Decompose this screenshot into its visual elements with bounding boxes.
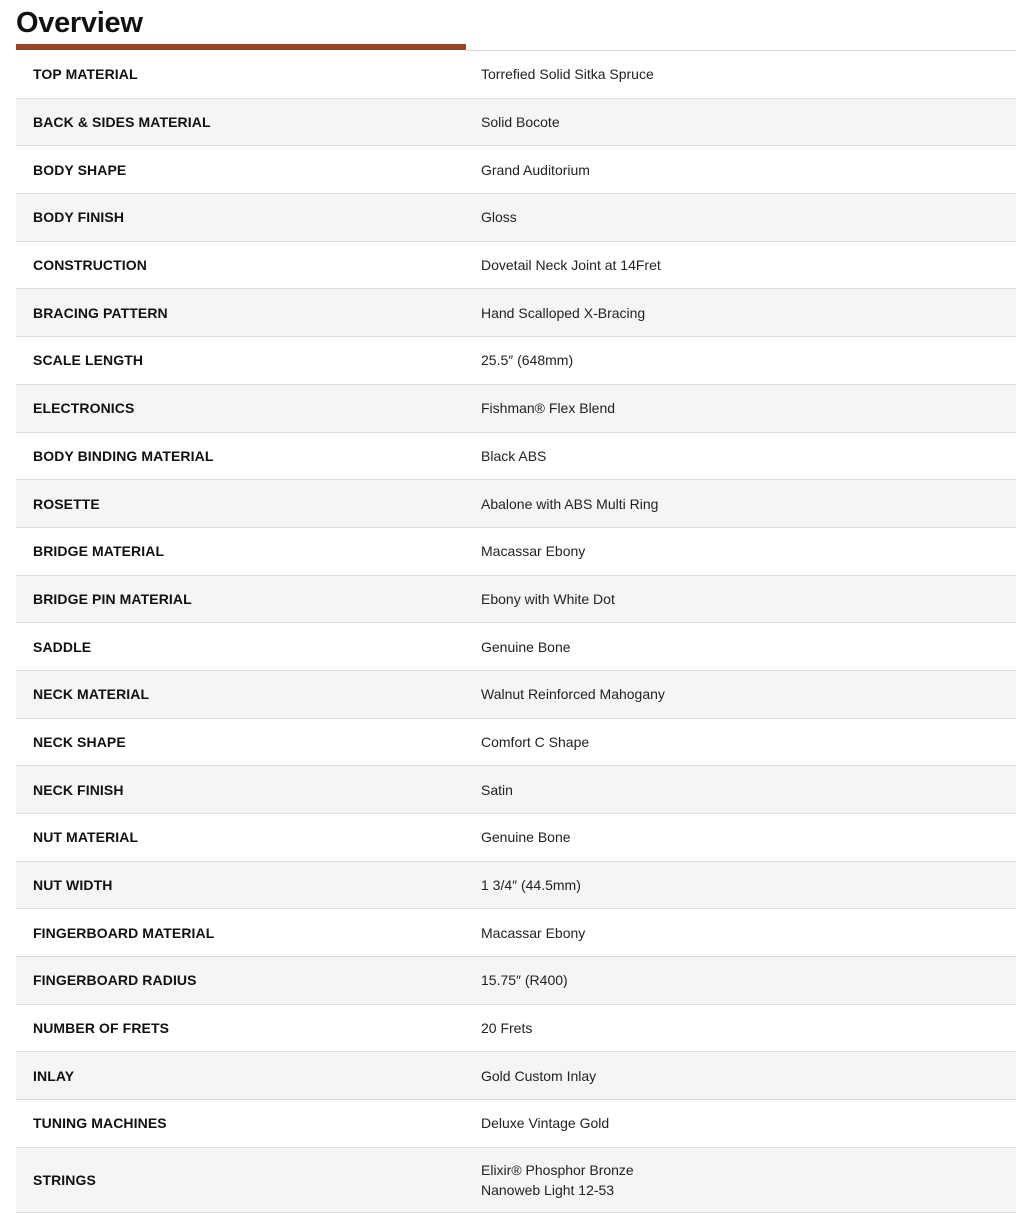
spec-row <box>16 480 1016 528</box>
spec-row <box>16 575 1016 623</box>
spec-value: Grand Auditorium <box>481 146 1016 194</box>
spec-value: 25.5″ (648mm) <box>481 337 1016 385</box>
spec-value: Solid Bocote <box>481 98 1016 146</box>
spec-value: Macassar Ebony <box>481 527 1016 575</box>
spec-row <box>16 1052 1016 1100</box>
spec-row <box>16 1100 1016 1148</box>
spec-label: BODY FINISH <box>16 194 481 242</box>
spec-label: BODY SHAPE <box>16 146 481 194</box>
spec-table <box>16 51 1016 1213</box>
spec-label: NUT MATERIAL <box>16 814 481 862</box>
spec-row <box>16 527 1016 575</box>
spec-row <box>16 384 1016 432</box>
spec-label: CONSTRUCTION <box>16 241 481 289</box>
spec-row <box>16 241 1016 289</box>
spec-value: Satin <box>481 766 1016 814</box>
section-title: Overview <box>16 7 143 39</box>
spec-label: ELECTRONICS <box>16 384 481 432</box>
spec-value: Fishman® Flex Blend <box>481 384 1016 432</box>
spec-value: Ebony with White Dot <box>481 575 1016 623</box>
spec-value: Walnut Reinforced Mahogany <box>481 670 1016 718</box>
spec-label: ROSETTE <box>16 480 481 528</box>
spec-value: Black ABS <box>481 432 1016 480</box>
spec-value: Genuine Bone <box>481 814 1016 862</box>
spec-row <box>16 718 1016 766</box>
spec-row <box>16 766 1016 814</box>
spec-label: NUMBER OF FRETS <box>16 1004 481 1052</box>
spec-label: NECK SHAPE <box>16 718 481 766</box>
spec-row <box>16 337 1016 385</box>
spec-row <box>16 98 1016 146</box>
spec-value-line: Elixir® Phosphor Bronze <box>481 1161 634 1178</box>
spec-row <box>16 909 1016 957</box>
spec-value: 20 Frets <box>481 1004 1016 1052</box>
spec-value: Torrefied Solid Sitka Spruce <box>481 51 1016 98</box>
title-underline <box>16 44 1016 51</box>
spec-value: 1 3/4″ (44.5mm) <box>481 861 1016 909</box>
spec-row <box>16 861 1016 909</box>
spec-label: BRIDGE PIN MATERIAL <box>16 575 481 623</box>
spec-value: Abalone with ABS Multi Ring <box>481 480 1016 528</box>
spec-label: BODY BINDING MATERIAL <box>16 432 481 480</box>
spec-label: FINGERBOARD RADIUS <box>16 957 481 1005</box>
spec-row <box>16 146 1016 194</box>
spec-label: NECK MATERIAL <box>16 670 481 718</box>
spec-value: Genuine Bone <box>481 623 1016 671</box>
spec-row <box>16 289 1016 337</box>
spec-row <box>16 670 1016 718</box>
spec-value: Comfort C Shape <box>481 718 1016 766</box>
spec-label: INLAY <box>16 1052 481 1100</box>
spec-value <box>481 1147 1016 1212</box>
spec-value: Hand Scalloped X-Bracing <box>481 289 1016 337</box>
spec-row-strings <box>16 1147 1016 1212</box>
spec-row <box>16 957 1016 1005</box>
title-divider <box>466 50 1016 51</box>
spec-label: NUT WIDTH <box>16 861 481 909</box>
spec-label: SCALE LENGTH <box>16 337 481 385</box>
title-accent-bar <box>16 44 466 50</box>
spec-row <box>16 814 1016 862</box>
spec-row <box>16 1004 1016 1052</box>
overview-section <box>16 0 1016 1213</box>
spec-value: Dovetail Neck Joint at 14Fret <box>481 241 1016 289</box>
spec-value: Deluxe Vintage Gold <box>481 1100 1016 1148</box>
spec-label: BRACING PATTERN <box>16 289 481 337</box>
spec-label: STRINGS <box>16 1147 481 1212</box>
spec-label: BRIDGE MATERIAL <box>16 527 481 575</box>
spec-label: SADDLE <box>16 623 481 671</box>
spec-label: FINGERBOARD MATERIAL <box>16 909 481 957</box>
spec-row <box>16 51 1016 98</box>
spec-row <box>16 623 1016 671</box>
spec-label: TOP MATERIAL <box>16 51 481 98</box>
spec-value: 15.75″ (R400) <box>481 957 1016 1005</box>
spec-label: TUNING MACHINES <box>16 1100 481 1148</box>
spec-label: NECK FINISH <box>16 766 481 814</box>
spec-value: Gold Custom Inlay <box>481 1052 1016 1100</box>
spec-row <box>16 194 1016 242</box>
spec-value: Gloss <box>481 194 1016 242</box>
spec-row <box>16 432 1016 480</box>
spec-label: BACK & SIDES MATERIAL <box>16 98 481 146</box>
spec-value: Macassar Ebony <box>481 909 1016 957</box>
spec-value-line: Nanoweb Light 12-53 <box>481 1181 615 1198</box>
